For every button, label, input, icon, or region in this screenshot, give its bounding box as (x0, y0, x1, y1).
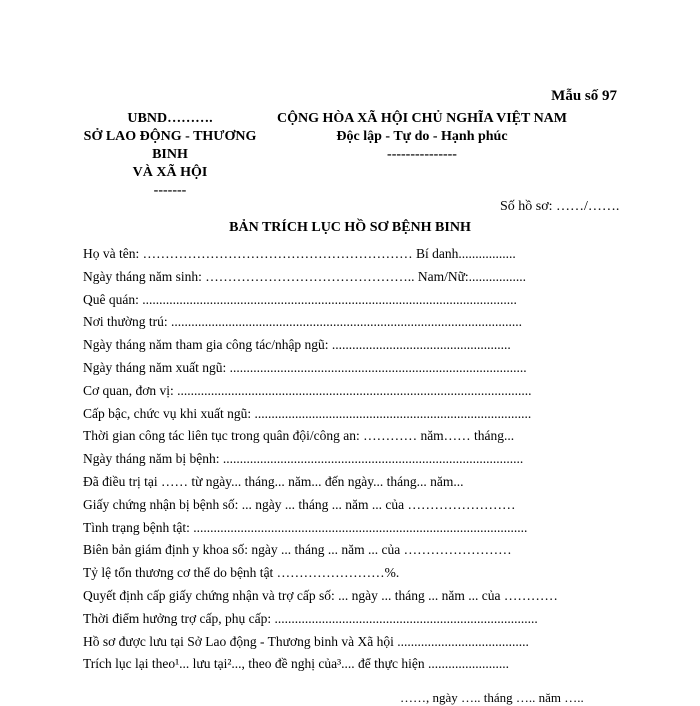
field-allowance-decision: Quyết định cấp giấy chứng nhận và trợ cấp số: ... ngày ... tháng ... năm ... của ………… (83, 587, 558, 603)
issuing-agency-header (70, 110, 270, 200)
form-code: Mẫu số 97 (551, 88, 617, 104)
file-number: Số hồ sơ: ……/……. (500, 199, 620, 214)
field-allowance-start: Thời điểm hưởng trợ cấp, phụ cấp: .............................................................................. (83, 610, 538, 626)
field-health-condition: Tình trạng bệnh tật: ................................................................................................... (83, 519, 528, 535)
document-title: BẢN TRÍCH LỤC HỒ SƠ BỆNH BINH (229, 220, 471, 235)
field-discharge-date: Ngày tháng năm xuất ngũ: ........................................................................................ (83, 359, 527, 375)
field-service-time: Thời gian công tác liên tục trong quân đội/công an: ………… năm…… tháng... (83, 428, 515, 444)
field-full-name: Họ và tên: …………………………………………………… Bí danh................. (83, 246, 516, 261)
field-unit: Cơ quan, đơn vị: ......................................................................................................... (83, 382, 532, 398)
agency-line-3: BINH (152, 147, 188, 162)
field-date-of-birth: Ngày tháng năm sinh: ……………………………………….. Nam/Nữ:................. (83, 268, 527, 284)
field-extract-request: Trích lục lại theo¹... lưu tại²..., theo đề nghị của³.... để thực hiện ........................ (83, 656, 509, 672)
field-illness-certificate: Giấy chứng nhận bị bệnh số: ... ngày ... tháng ... năm ... của …………………… (83, 496, 516, 512)
field-medical-assessment: Biên bản giám định y khoa số: ngày ... tháng ... năm ... của …………………… (83, 542, 512, 558)
field-record-storage: Hồ sơ được lưu tại Sở Lao động - Thương binh và Xã hội ....................................... (83, 633, 529, 649)
national-title: CỘNG HÒA XÃ HỘI CHỦ NGHĨA VIỆT NAM (276, 111, 567, 126)
field-illness-date: Ngày tháng năm bị bệnh: ......................................................................................... (83, 451, 524, 467)
field-enlistment-date: Ngày tháng năm tham gia công tác/nhập ngũ: ..................................................... (83, 337, 511, 353)
field-list (83, 243, 623, 676)
agency-divider: ------- (153, 183, 187, 198)
national-header (262, 110, 582, 164)
date-line: ……, ngày ….. tháng ….. năm ….. (400, 690, 584, 705)
national-motto: Độc lập - Tự do - Hạnh phúc (336, 129, 508, 144)
field-residence: Nơi thường trú: ........................................................................................................ (83, 314, 522, 330)
national-divider: --------------- (387, 147, 457, 162)
field-treatment: Đã điều trị tại …… từ ngày... tháng... năm... đến ngày... tháng... năm... (83, 473, 464, 489)
agency-line-4: VÀ XÃ HỘI (132, 165, 208, 180)
field-injury-rate: Tỷ lệ tổn thương cơ thể do bệnh tật ……………………%. (83, 565, 400, 581)
field-hometown: Quê quán: ............................................................................................................... (83, 291, 517, 307)
agency-line-2: SỞ LAO ĐỘNG - THƯƠNG (83, 129, 257, 144)
field-rank-position: Cấp bậc, chức vụ khi xuất ngũ: .................................................................................. (83, 405, 532, 421)
agency-line-1: UBND………. (127, 111, 213, 126)
